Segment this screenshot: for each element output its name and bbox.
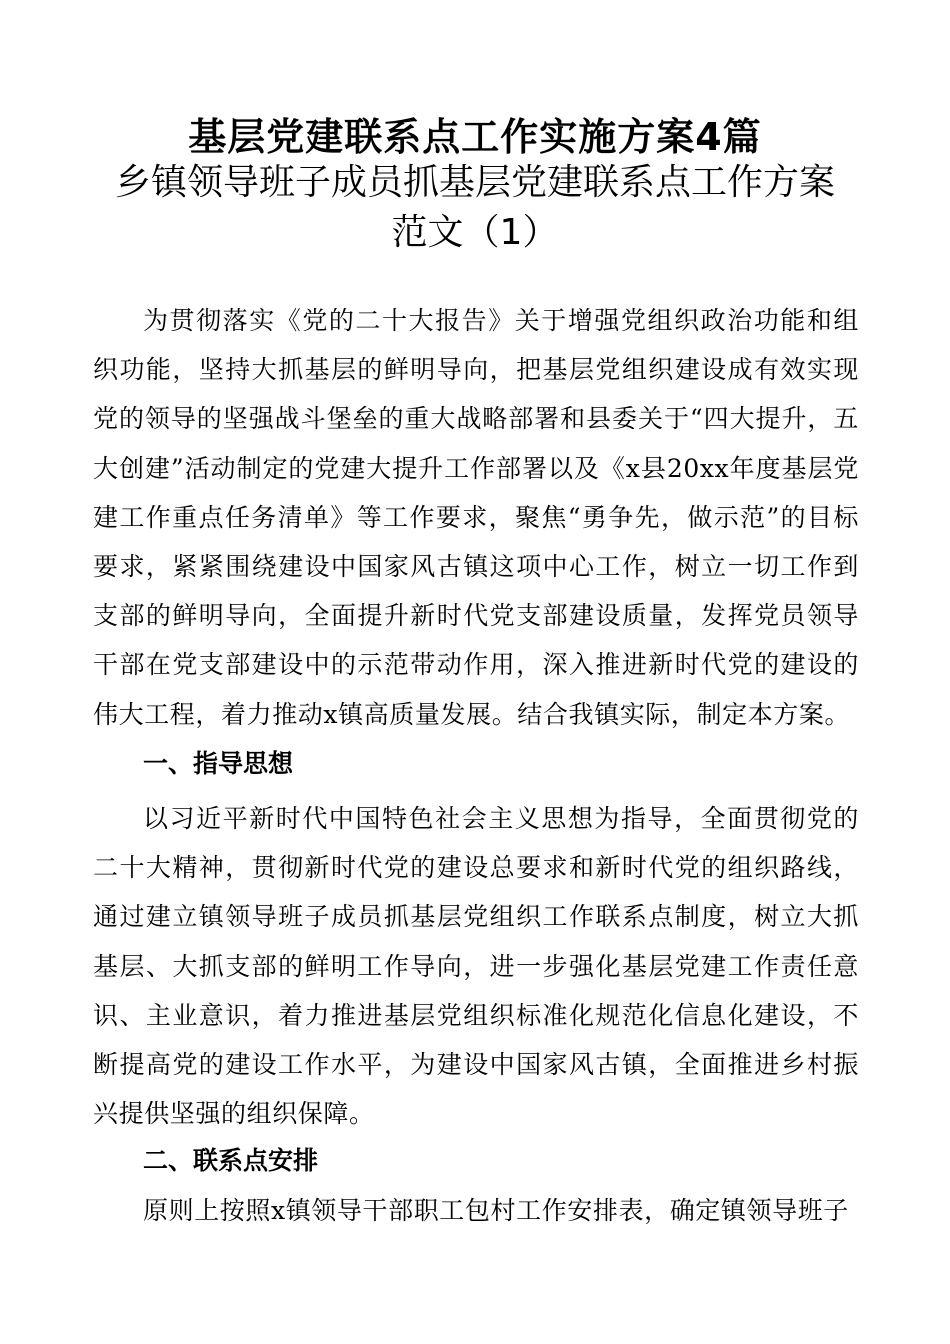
intro-paragraph: 为贯彻落实《党的二十大报告》关于增强党组织政治功能和组织功能，坚持大抓基层的鲜明导向，把基层党组织建设成有效实现党的领导的坚强战斗堡垒的重大战略部署和县委关于“四大提升，五大创建”活动制定的党建大提升工作部署以及《x县20xx年度基层党建工作重点任务清单》等工作要求，聚焦“勇争先，做示范”的目标要求，紧紧围绕建设中国家风古镇这项中心工作，树立一切工作到支部的鲜明导向，全面提升新时代党支部建设质量，发挥党员领导干部在党支部建设中的示范带动作用，深入推进新时代党的建设的伟大工程，着力推动x镇高质量发展。结合我镇实际，制定本方案。 bbox=[93, 306, 859, 729]
guiding-ideology-paragraph: 以习近平新时代中国特色社会主义思想为指导，全面贯彻党的二十大精神，贯彻新时代党的建设总要求和新时代党的组织路线，通过建立镇领导班子成员抓基层党组织工作联系点制度，树立大抓基层、大抓支部的鲜明工作导向，进一步强化基层党建工作责任意识、主业意识，着力推进基层党组织标准化规范化信息化建设，不断提高党的建设工作水平，为建设中国家风古镇，全面推进乡村振兴提供坚强的组织保障。 bbox=[93, 804, 859, 1129]
section-heading-guiding-ideology: 一、指导思想 bbox=[143, 749, 294, 778]
section-heading-contact-arrangement: 二、联系点安排 bbox=[143, 1146, 319, 1175]
document-title: 基层党建联系点工作实施方案4篇 bbox=[188, 115, 762, 159]
document-subtitle: 乡镇领导班子成员抓基层党建联系点工作方案范文（1） bbox=[114, 162, 835, 253]
contact-arrangement-paragraph: 原则上按照x镇领导干部职工包村工作安排表，确定镇领导班子 bbox=[143, 1196, 849, 1225]
